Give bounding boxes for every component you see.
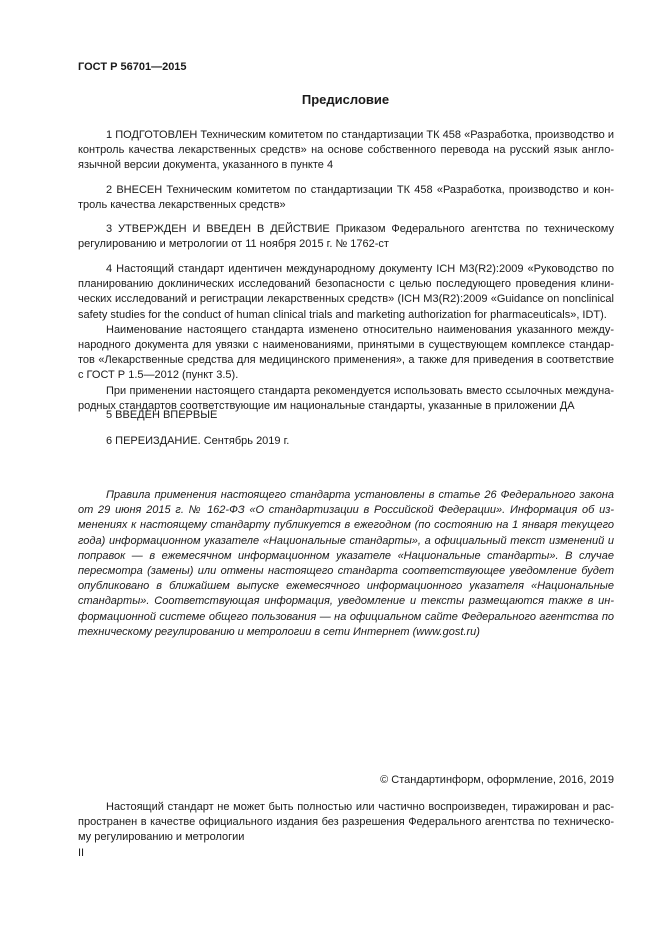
page-number: II — [78, 847, 85, 859]
item-2-text: 2 ВНЕСЕН Техническим комитетом по стандартизации ТК 458 «Разработка, производство и кон-троль качества лекарственных средств» — [78, 184, 614, 212]
rules-note-text: Правила применения настоящего стандарта установлены в статье 26 Федерального закона от 29 июня 2015 г. № 162-ФЗ «О стандартизации в Российской Федерации». Информация об из-менениях к настоящему стандарту публикуется в ежегодном (по состоянию на 1 января текущего года) информационном указателе «Национальные стандарты», а официальный текст изменений и поправок — в ежемесячном информационном указателе «Национальные стандарты». В случае пересмотра (замены) или отмены настоящего стандарта соответствующее уведомление будет опубликовано в ближайшем выпуске ежемесячного информационного указателя «Национальные стандарты». Соответствующая информация, уведомление и тексты размещаются также в ин-формационной системе общего пользования — на официальном сайте Федерального агентства по техническому регулированию и метрологии в сети Интернет (www.gost.ru) — [78, 489, 614, 638]
foreword-item-4 — [78, 262, 614, 414]
page-title: Предисловие — [301, 92, 390, 107]
item-3-text: 3 УТВЕРЖДЕН И ВВЕДЕН В ДЕЙСТВИЕ Приказом Федерального агентства по техническому регулированию и метрологии от 11 ноября 2015 г. № 1762-ст — [78, 223, 614, 251]
foreword-item-1 — [78, 128, 614, 174]
item-4-para-3: При применении настоящего стандарта рекомендуется использовать вместо ссылочных междуна-родных стандартов соответствующие им национальные стандарты, указанные в приложении ДА — [78, 384, 614, 412]
foreword-item-6 — [78, 434, 614, 449]
reproduction-notice — [78, 800, 614, 846]
item-4-text: 4 Настоящий стандарт идентичен международному документу ICH M3(R2):2009 «Руководство по планированию доклинических исследований безопасности с целью последующего проведения клини-ческих исследований и регистрации лекарственных средств» (ICH M3(R2):2009 «Guidance on nonclinical safety studies for the conduct of human clinical trials and marketing authorization for pharmaceuticals», IDT). — [78, 263, 614, 321]
document-id: ГОСТ Р 56701—2015 — [78, 61, 187, 73]
foreword-item-3 — [78, 222, 614, 252]
foreword-item-2 — [78, 183, 614, 213]
item-6-text: 6 ПЕРЕИЗДАНИЕ. Сентябрь 2019 г. — [106, 435, 290, 447]
notice-text: Настоящий стандарт не может быть полностью или частично воспроизведен, тиражирован и рас-пространен в качестве официального издания без разрешения Федерального агентства по техническо-му регулированию и метрологии — [78, 801, 614, 844]
item-4-para-2: Наименование настоящего стандарта изменено относительно наименования указанного между-народного документа для увязки с наименованиями, принятыми в существующем комплексе стандар-тов «Лекарственные средства для медицинского применения», а также для приведения в соответствие с ГОСТ Р 1.5—2012 (пункт 3.5). — [78, 323, 614, 382]
standard-rules-note — [78, 488, 614, 640]
copyright: © Стандартинформ, оформление, 2016, 2019 — [380, 774, 614, 786]
item-5-text: 5 ВВЕДЕН ВПЕРВЫЕ — [106, 409, 218, 421]
item-1-text: 1 ПОДГОТОВЛЕН Техническим комитетом по стандартизации ТК 458 «Разработка, производство и контроль качества лекарственных средств» на основе собственного перевода на русский язык англо-язычной версии документа, указанного в пункте 4 — [78, 129, 614, 172]
foreword-item-5 — [78, 408, 614, 423]
